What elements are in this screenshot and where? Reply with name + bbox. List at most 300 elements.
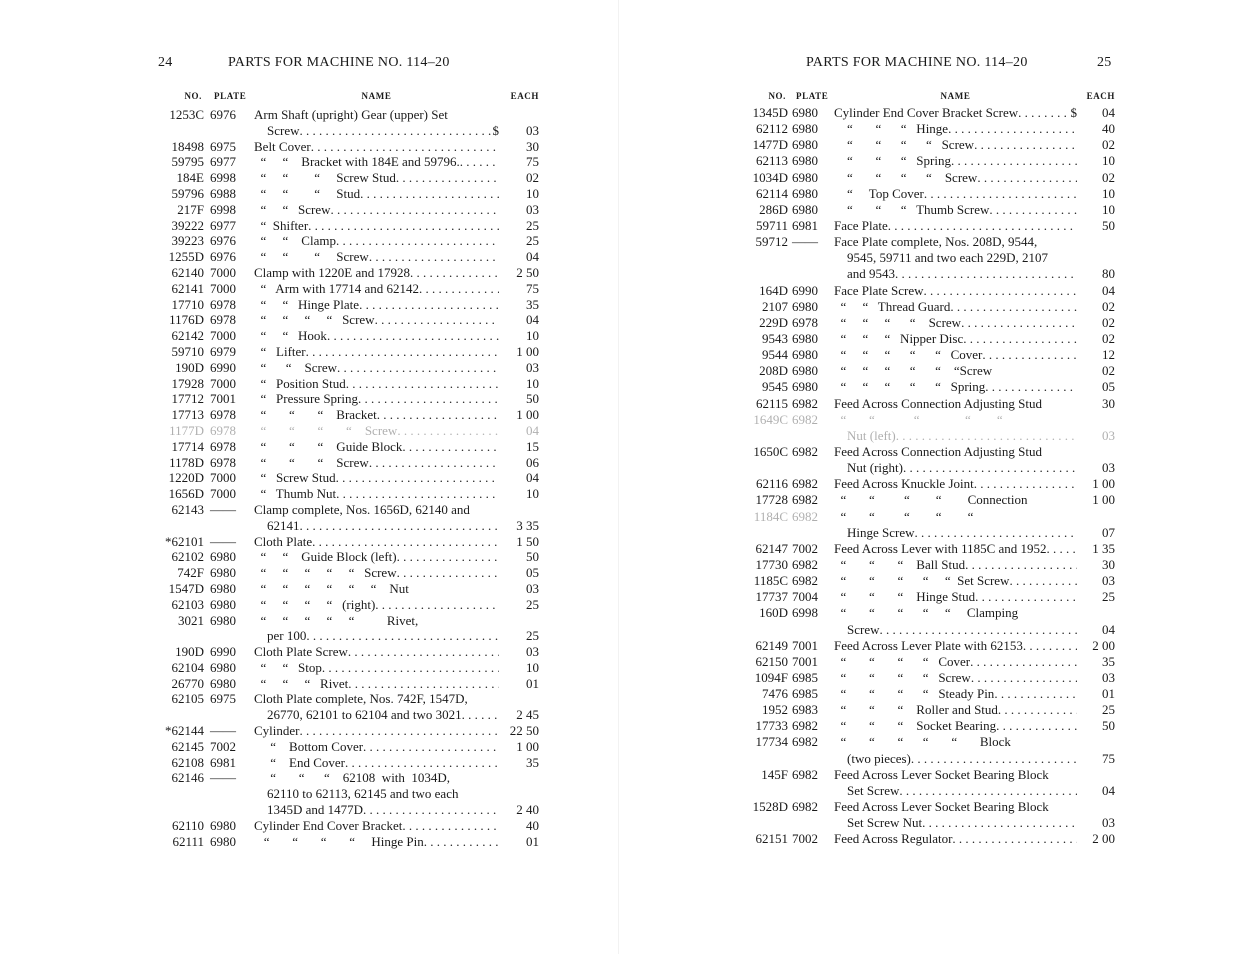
plate-number: —— [792, 234, 818, 250]
part-row [160, 534, 539, 550]
part-number: 17728 [755, 492, 788, 508]
dollar-sign: $ [1070, 105, 1077, 120]
part-name-text: “ “ “ “ “ Rivet, [254, 612, 419, 628]
part-row [740, 186, 1115, 202]
part-number: 160D [759, 605, 788, 621]
spacer [244, 233, 254, 249]
part-name [834, 831, 1077, 847]
part-row [160, 755, 539, 771]
spacer [244, 755, 254, 771]
plate-number: 6980 [792, 379, 818, 395]
part-name-text: per 100 [267, 628, 307, 644]
part-row [160, 518, 539, 534]
part-name [834, 751, 1077, 767]
part-name-text: 62141 [267, 517, 300, 533]
blank-cell [210, 802, 244, 818]
blank-cell [740, 525, 788, 541]
part-name [254, 502, 499, 518]
price-each: 10 [526, 486, 539, 502]
part-number: 1094F [754, 669, 788, 685]
part-name [834, 509, 1077, 525]
price-each: 04 [526, 249, 539, 265]
dot-leader [951, 153, 1077, 169]
part-number: 59795 [171, 154, 204, 170]
part-row [740, 734, 1115, 750]
spacer [244, 439, 254, 455]
plate-number: 6980 [792, 347, 818, 363]
part-number: 62149 [755, 637, 788, 653]
part-name-text: Screw [847, 621, 880, 637]
part-name [834, 218, 1077, 234]
part-name-text: “ “ “ Bracket [254, 407, 377, 423]
part-name [834, 654, 1077, 670]
spacer [244, 597, 254, 613]
part-name [834, 153, 1077, 169]
price-each: 03 [1102, 427, 1115, 443]
part-row [160, 233, 539, 249]
plate-number: 6985 [792, 669, 818, 685]
part-row [740, 250, 1115, 266]
price-each: 25 [1102, 702, 1115, 718]
spacer [244, 818, 254, 834]
part-row [160, 455, 539, 471]
part-name-text: “ “ “ Thumb Screw [834, 201, 990, 217]
plate-number: 6975 [210, 138, 236, 154]
part-name [834, 783, 1077, 799]
spacer [244, 644, 254, 660]
part-name-text: “ “ “ “ “ [834, 508, 974, 524]
dot-leader [982, 347, 1077, 363]
blank-cell [1077, 734, 1115, 750]
part-row [160, 281, 539, 297]
part-name-text: “ “ “ “ Screw [834, 137, 975, 153]
spacer [824, 170, 834, 186]
part-name-text: “ Bottom Cover [254, 738, 364, 754]
plate-number: 6982 [792, 718, 818, 734]
part-number: 62105 [171, 691, 204, 707]
plate-number: 7000 [210, 486, 236, 502]
dot-leader [971, 670, 1077, 686]
part-name [254, 344, 499, 360]
spacer [824, 605, 834, 621]
part-row [160, 470, 539, 486]
price-each: 02 [1102, 363, 1115, 379]
spacer [824, 799, 834, 815]
part-row [160, 123, 539, 139]
dot-leader [348, 676, 499, 692]
price-each: 03 [1102, 815, 1115, 831]
part-row [740, 218, 1115, 234]
part-number: 1253C [169, 107, 204, 122]
plate-number: 6979 [210, 343, 236, 359]
part-name-text: “ “ “ “ “ Set Screw [834, 573, 1010, 589]
part-number: 1177D [169, 422, 204, 438]
spacer [244, 549, 254, 565]
spacer [244, 534, 254, 550]
spacer [824, 266, 834, 282]
blank-cell [792, 250, 824, 266]
part-number: 1528D [752, 799, 788, 815]
part-name-text: “ “ “ “ “ “ Nut [254, 580, 409, 596]
dot-leader [312, 534, 499, 550]
part-name [834, 573, 1077, 589]
price-each: 35 [1102, 653, 1115, 669]
part-name-text: Screw [267, 122, 300, 138]
part-name-text: “ Thumb Nut [254, 486, 337, 502]
dot-leader [397, 423, 499, 439]
part-name-text: Feed Across Lever Plate with 62153 [834, 637, 1023, 653]
dot-leader [311, 139, 499, 155]
part-name-text: and 9543 [847, 266, 896, 282]
part-row [740, 137, 1115, 153]
part-name [834, 638, 1077, 654]
part-row [160, 549, 539, 565]
price-each: 10 [526, 185, 539, 201]
blank-cell [1077, 799, 1115, 815]
part-name [834, 670, 1077, 686]
plate-number: 6977 [210, 217, 236, 233]
part-number: 26770 [171, 675, 204, 691]
part-row [740, 573, 1115, 589]
dot-leader [974, 476, 1077, 492]
spacer [824, 137, 834, 153]
part-row [160, 107, 539, 123]
part-row [740, 315, 1115, 331]
price-each: 25 [526, 628, 539, 644]
plate-number: 6981 [792, 217, 818, 233]
part-row [160, 770, 539, 786]
price-each: 05 [526, 565, 539, 581]
dot-leader [424, 834, 499, 850]
spacer [824, 573, 834, 589]
plate-number: 7000 [210, 470, 236, 486]
part-name-text: “ “ “ Nipper Disc [834, 330, 964, 346]
part-number: 3021 [178, 612, 204, 628]
plate-number: 6982 [792, 766, 818, 782]
part-number: 62142 [171, 328, 204, 344]
part-name [254, 786, 499, 802]
parts-list [740, 105, 1115, 847]
part-name [834, 234, 1077, 250]
part-name-text: “ “ Hook [254, 328, 327, 344]
part-name [834, 202, 1077, 218]
price-each: 1 00 [1092, 492, 1115, 508]
part-row [740, 686, 1115, 702]
header-name: NAME [940, 91, 971, 101]
part-name-text: Clamp complete, Nos. 1656D, 62140 and [254, 501, 470, 517]
part-name-text: Arm Shaft (upright) Gear (upper) Set [254, 107, 448, 122]
dot-leader [1009, 573, 1077, 589]
price-each: 12 [1102, 347, 1115, 363]
part-name [254, 265, 499, 281]
dot-leader [322, 660, 499, 676]
dot-leader [952, 831, 1077, 847]
price-each: 02 [1102, 314, 1115, 330]
part-name [834, 525, 1077, 541]
blank-cell [1077, 444, 1115, 460]
part-name-text: Cylinder End Cover Bracket [254, 817, 403, 833]
spacer [824, 589, 834, 605]
dot-leader [375, 312, 499, 328]
part-number: 1178D [169, 454, 204, 470]
dot-leader [306, 628, 499, 644]
spacer [244, 770, 254, 786]
price-each: 50 [526, 391, 539, 407]
plate-number: 6980 [792, 121, 818, 137]
part-name [254, 391, 499, 407]
part-row [740, 460, 1115, 476]
price-each: 04 [1102, 105, 1115, 120]
price-each: 05 [1102, 379, 1115, 395]
dot-leader [922, 815, 1077, 831]
part-row [740, 234, 1115, 250]
blank-cell [740, 428, 788, 444]
spacer [244, 786, 254, 802]
spacer [244, 613, 254, 629]
blank-cell [210, 707, 244, 723]
part-number: 62145 [171, 738, 204, 754]
part-number: 59712 [755, 234, 788, 250]
part-row [740, 654, 1115, 670]
plate-number: 7001 [210, 391, 236, 407]
part-row [740, 396, 1115, 412]
spacer [244, 154, 254, 170]
plate-number: 6980 [792, 201, 818, 217]
spacer [824, 831, 834, 847]
blank-cell [499, 613, 539, 629]
plate-number: 6978 [210, 312, 236, 328]
spacer [824, 557, 834, 573]
dot-leader [300, 518, 500, 534]
part-number: 59796 [171, 185, 204, 201]
plate-number: 6982 [792, 508, 818, 524]
price-each: 1 00 [1092, 476, 1115, 492]
part-row [740, 299, 1115, 315]
dot-leader [363, 739, 499, 755]
part-number: 62110 [171, 817, 204, 833]
part-name-text: “ “ “ “ Connection [834, 492, 1028, 508]
price-each: 75 [526, 154, 539, 170]
price-each: 03 [526, 359, 539, 375]
part-name [254, 470, 499, 486]
spacer [244, 676, 254, 692]
price-each: 03 [526, 580, 539, 596]
part-name [834, 412, 1077, 428]
part-row [160, 644, 539, 660]
part-row [740, 170, 1115, 186]
dot-leader [360, 186, 499, 202]
part-name [254, 233, 499, 249]
part-name-text: Feed Across Connection Adjusting Stud [834, 443, 1042, 459]
part-name [254, 755, 499, 771]
plate-number: 6976 [210, 107, 236, 122]
header-each: EACH [510, 91, 539, 101]
part-name [834, 460, 1077, 476]
spacer [244, 107, 254, 123]
spacer [824, 444, 834, 460]
plate-number: 6980 [210, 659, 236, 675]
plate-number: 6980 [792, 185, 818, 201]
spacer [244, 249, 254, 265]
part-number: 190D [175, 644, 204, 660]
dot-leader [336, 486, 499, 502]
dot-leader [963, 331, 1077, 347]
part-name-text: Feed Across Knuckle Joint [834, 476, 974, 492]
part-row [160, 613, 539, 629]
part-name [254, 739, 499, 755]
part-name [254, 328, 499, 344]
dot-leader [402, 439, 499, 455]
dot-leader [377, 407, 499, 423]
blank-cell [792, 815, 824, 831]
page-title: PARTS FOR MACHINE NO. 114–20 [228, 55, 450, 70]
dot-leader [903, 460, 1077, 476]
part-name-text: “ “ Thread Guard [834, 298, 951, 314]
spacer [244, 328, 254, 344]
part-row [160, 376, 539, 392]
blank-cell [792, 266, 824, 282]
plate-number: 6975 [210, 691, 236, 707]
plate-number: 6982 [792, 476, 818, 492]
part-name [834, 396, 1077, 412]
part-number: 1477D [752, 137, 788, 153]
part-name-text: “ “ “ “ Hinge Pin [254, 833, 424, 849]
plate-number: 6982 [792, 492, 818, 508]
part-name-text: “ “ “ “ “ Screw [254, 565, 397, 581]
part-name-text: Cloth Plate [254, 533, 313, 549]
part-number: 286D [759, 201, 788, 217]
price-each: 3 35 [516, 517, 539, 533]
part-name [834, 428, 1077, 444]
price-each: 50 [1102, 718, 1115, 734]
part-row [740, 509, 1115, 525]
price-each: 2 00 [1092, 637, 1115, 653]
part-row [160, 139, 539, 155]
part-number: 62115 [755, 395, 788, 411]
part-row [740, 105, 1115, 121]
part-name-text: “ “ “ Screw Stud [254, 170, 396, 186]
part-row [160, 581, 539, 597]
part-name [254, 123, 499, 139]
spacer [824, 686, 834, 702]
part-name-text: Belt Cover [254, 138, 311, 154]
header-name: NAME [361, 91, 392, 101]
dot-leader [369, 249, 499, 265]
plate-number: 7004 [792, 589, 818, 605]
dot-leader [1023, 638, 1077, 654]
blank-cell [740, 622, 788, 638]
part-name [834, 121, 1077, 137]
part-row [160, 154, 539, 170]
price-each: 10 [526, 659, 539, 675]
part-row [740, 331, 1115, 347]
part-name-text: “ Pressure Spring [254, 391, 358, 407]
part-row [160, 186, 539, 202]
blank-cell [210, 518, 244, 534]
spacer [824, 751, 834, 767]
spacer [824, 815, 834, 831]
part-row [740, 541, 1115, 557]
plate-number: 6988 [210, 185, 236, 201]
price-each: 35 [526, 296, 539, 312]
spacer [244, 707, 254, 723]
spacer [244, 139, 254, 155]
price-each: 75 [526, 280, 539, 296]
part-number: 7476 [762, 686, 788, 702]
dot-leader [363, 802, 499, 818]
plate-number: 6980 [792, 363, 818, 379]
price-each: 80 [1102, 266, 1115, 282]
spacer [824, 218, 834, 234]
part-name [834, 250, 1077, 266]
part-name-text: Cylinder [254, 723, 300, 739]
part-number: 1176D [169, 312, 204, 328]
part-name [254, 312, 499, 328]
spacer [824, 121, 834, 137]
dot-leader [994, 686, 1077, 702]
part-number: 1656D [168, 486, 204, 502]
part-row [740, 718, 1115, 734]
part-row [740, 751, 1115, 767]
part-name [254, 186, 499, 202]
spacer [824, 702, 834, 718]
price-each: 22 50 [509, 723, 539, 739]
part-row [160, 707, 539, 723]
part-name [834, 622, 1077, 638]
dot-leader [888, 218, 1077, 234]
spacer [244, 376, 254, 392]
part-name [834, 734, 1077, 750]
spacer [824, 379, 834, 395]
part-name-text: “ “ “ “ Screw [834, 669, 971, 685]
part-number: 62108 [171, 754, 204, 770]
plate-number: 7002 [792, 831, 818, 847]
plate-number: 6980 [210, 612, 236, 628]
part-name [254, 565, 499, 581]
spacer [244, 565, 254, 581]
blank-cell [740, 815, 788, 831]
plate-number: 6980 [792, 153, 818, 169]
dot-leader [996, 718, 1077, 734]
price-each: 03 [1102, 573, 1115, 589]
price-each: 04 [1102, 282, 1115, 298]
plate-number: 6990 [210, 644, 236, 660]
spacer [244, 660, 254, 676]
price-each: 04 [1102, 782, 1115, 798]
part-row [740, 622, 1115, 638]
price-each: 03 [526, 122, 539, 138]
part-row [160, 407, 539, 423]
part-number: 742F [177, 565, 204, 581]
plate-number: 6982 [792, 734, 818, 750]
blank-cell [499, 786, 539, 802]
spacer [824, 363, 834, 379]
spacer [244, 739, 254, 755]
dot-leader [950, 299, 1077, 315]
spacer [824, 492, 834, 508]
price-each: 25 [1102, 589, 1115, 605]
price-each: 1 50 [516, 533, 539, 549]
part-row [740, 492, 1115, 508]
blank-cell [160, 707, 204, 723]
part-row [740, 783, 1115, 799]
header-no: NO. [768, 91, 786, 101]
spacer [244, 170, 254, 186]
part-row [160, 218, 539, 234]
price-each: 10 [526, 328, 539, 344]
part-row [740, 283, 1115, 299]
part-row [740, 412, 1115, 428]
